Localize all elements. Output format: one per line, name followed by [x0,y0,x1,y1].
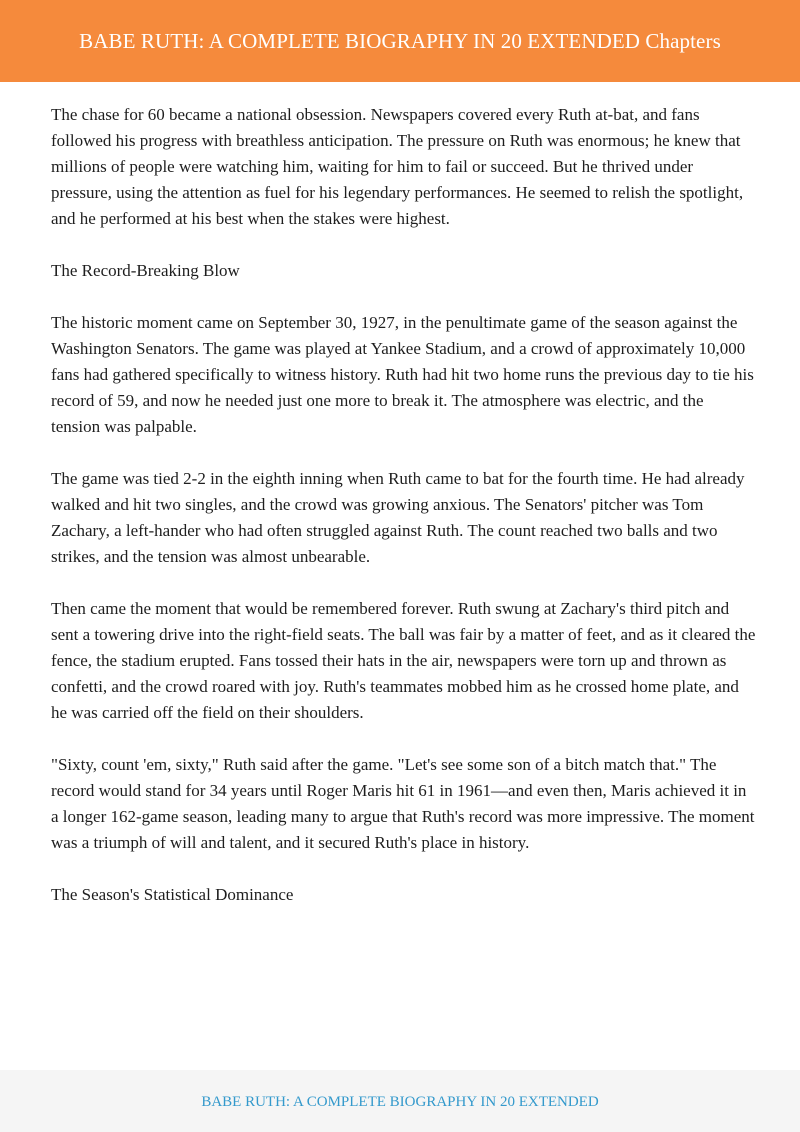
page-header [0,0,800,82]
paragraph: The game was tied 2-2 in the eighth inning when Ruth came to bat for the fourth time. He had already walked and hit two singles, and the crowd was growing anxious. The Senators' pitcher was Tom Zachary, a left-hander who had often struggled against Ruth. The count reached two balls and two strikes, and the tension was almost unbearable. [51,469,745,566]
paragraph: Then came the moment that would be remembered forever. Ruth swung at Zachary's third pitch and sent a towering drive into the right-field seats. The ball was fair by a matter of feet, and as it cleared the fence, the stadium erupted. Fans tossed their hats in the air, newspapers were torn up and thrown as confetti, and the crowd roared with joy. Ruth's teammates mobbed him as he crossed home plate, and he was carried off the field on their shoulders. [51,599,756,722]
paragraph: "Sixty, count 'em, sixty," Ruth said after the game. "Let's see some son of a bitch match that." The record would stand for 34 years until Roger Maris hit 61 in 1961—and even then, Maris achieved it in a longer 162-game season, leading many to argue that Ruth's record was more impressive. The moment was a triumph of will and talent, and it secured Ruth's place in history. [51,755,755,852]
footer-title: BABE RUTH: A COMPLETE BIOGRAPHY IN 20 EXTENDED [201,1093,599,1110]
paragraph: The chase for 60 became a national obsession. Newspapers covered every Ruth at-bat, and fans followed his progress with breathless anticipation. The pressure on Ruth was enormous; he knew that millions of people were watching him, waiting for him to fail or succeed. But he thrived under pressure, using the attention as fuel for his legendary performances. He seemed to relish the spotlight, and he performed at his best when the stakes were highest. [51,105,744,228]
page-footer [0,1070,800,1132]
page-content [51,102,756,934]
section-heading: The Season's Statistical Dominance [51,885,294,904]
paragraph: The historic moment came on September 30, 1927, in the penultimate game of the season against the Washington Senators. The game was played at Yankee Stadium, and a crowd of approximately 10,000 fans had gathered specifically to witness history. Ruth had hit two home runs the previous day to tie his record of 59, and now he needed just one more to break it. The atmosphere was electric, and the tension was palpable. [51,313,754,436]
section-heading: The Record-Breaking Blow [51,261,240,280]
header-title: BABE RUTH: A COMPLETE BIOGRAPHY IN 20 EXTENDED Chapters [79,28,721,53]
